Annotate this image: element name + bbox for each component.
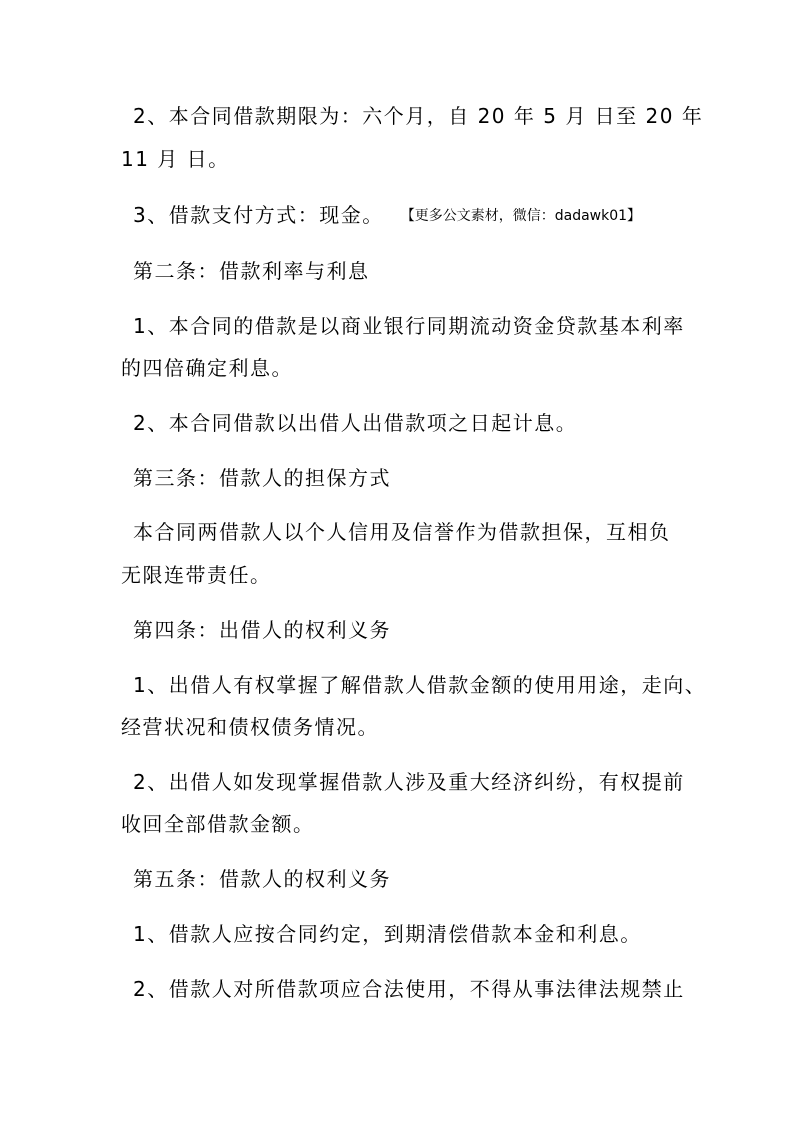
clause-4-1-line-2: 经营状况和债权债务情况。 <box>121 715 379 739</box>
clause-5-2-line-1: 2、借款人对所借款项应合法使用，不得从事法律法规禁止 <box>133 977 685 1001</box>
article-2-heading: 第二条：借款利率与利息 <box>133 259 370 283</box>
clause-4-2-line-1: 2、出借人如发现掌握借款人涉及重大经济纠纷，有权提前 <box>133 770 685 794</box>
clause-1-3-text: 3、借款支付方式：现金。 <box>133 203 384 227</box>
article-5-heading: 第五条：借款人的权利义务 <box>133 867 391 891</box>
article-3-body-line-2: 无限连带责任。 <box>121 563 272 587</box>
clause-2-2: 2、本合同借款以出借人出借款项之日起计息。 <box>133 411 578 435</box>
clause-2-1-line-2: 的四倍确定利息。 <box>121 356 293 380</box>
article-3-heading: 第三条：借款人的担保方式 <box>133 466 391 490</box>
clause-1-3 <box>133 203 641 228</box>
clause-1-2-line-2: 11 月 日。 <box>121 147 230 171</box>
clause-4-2-line-2: 收回全部借款金额。 <box>121 812 315 836</box>
clause-4-1-line-1: 1、出借人有权掌握了解借款人借款金额的使用用途，走向、 <box>133 673 707 697</box>
ad-note: 【更多公文素材，微信：dadawk01】 <box>407 208 642 224</box>
article-4-heading: 第四条：出借人的权利义务 <box>133 618 391 642</box>
clause-2-1-line-1: 1、本合同的借款是以商业银行同期流动资金贷款基本利率 <box>133 314 685 338</box>
clause-1-2-line-1: 2、本合同借款期限为：六个月，自 20 年 5 月 日至 20 年 <box>133 104 704 128</box>
clause-5-1: 1、借款人应按合同约定，到期清偿借款本金和利息。 <box>133 922 642 946</box>
article-3-body-line-1: 本合同两借款人以个人信用及信誉作为借款担保，互相负 <box>133 520 671 544</box>
